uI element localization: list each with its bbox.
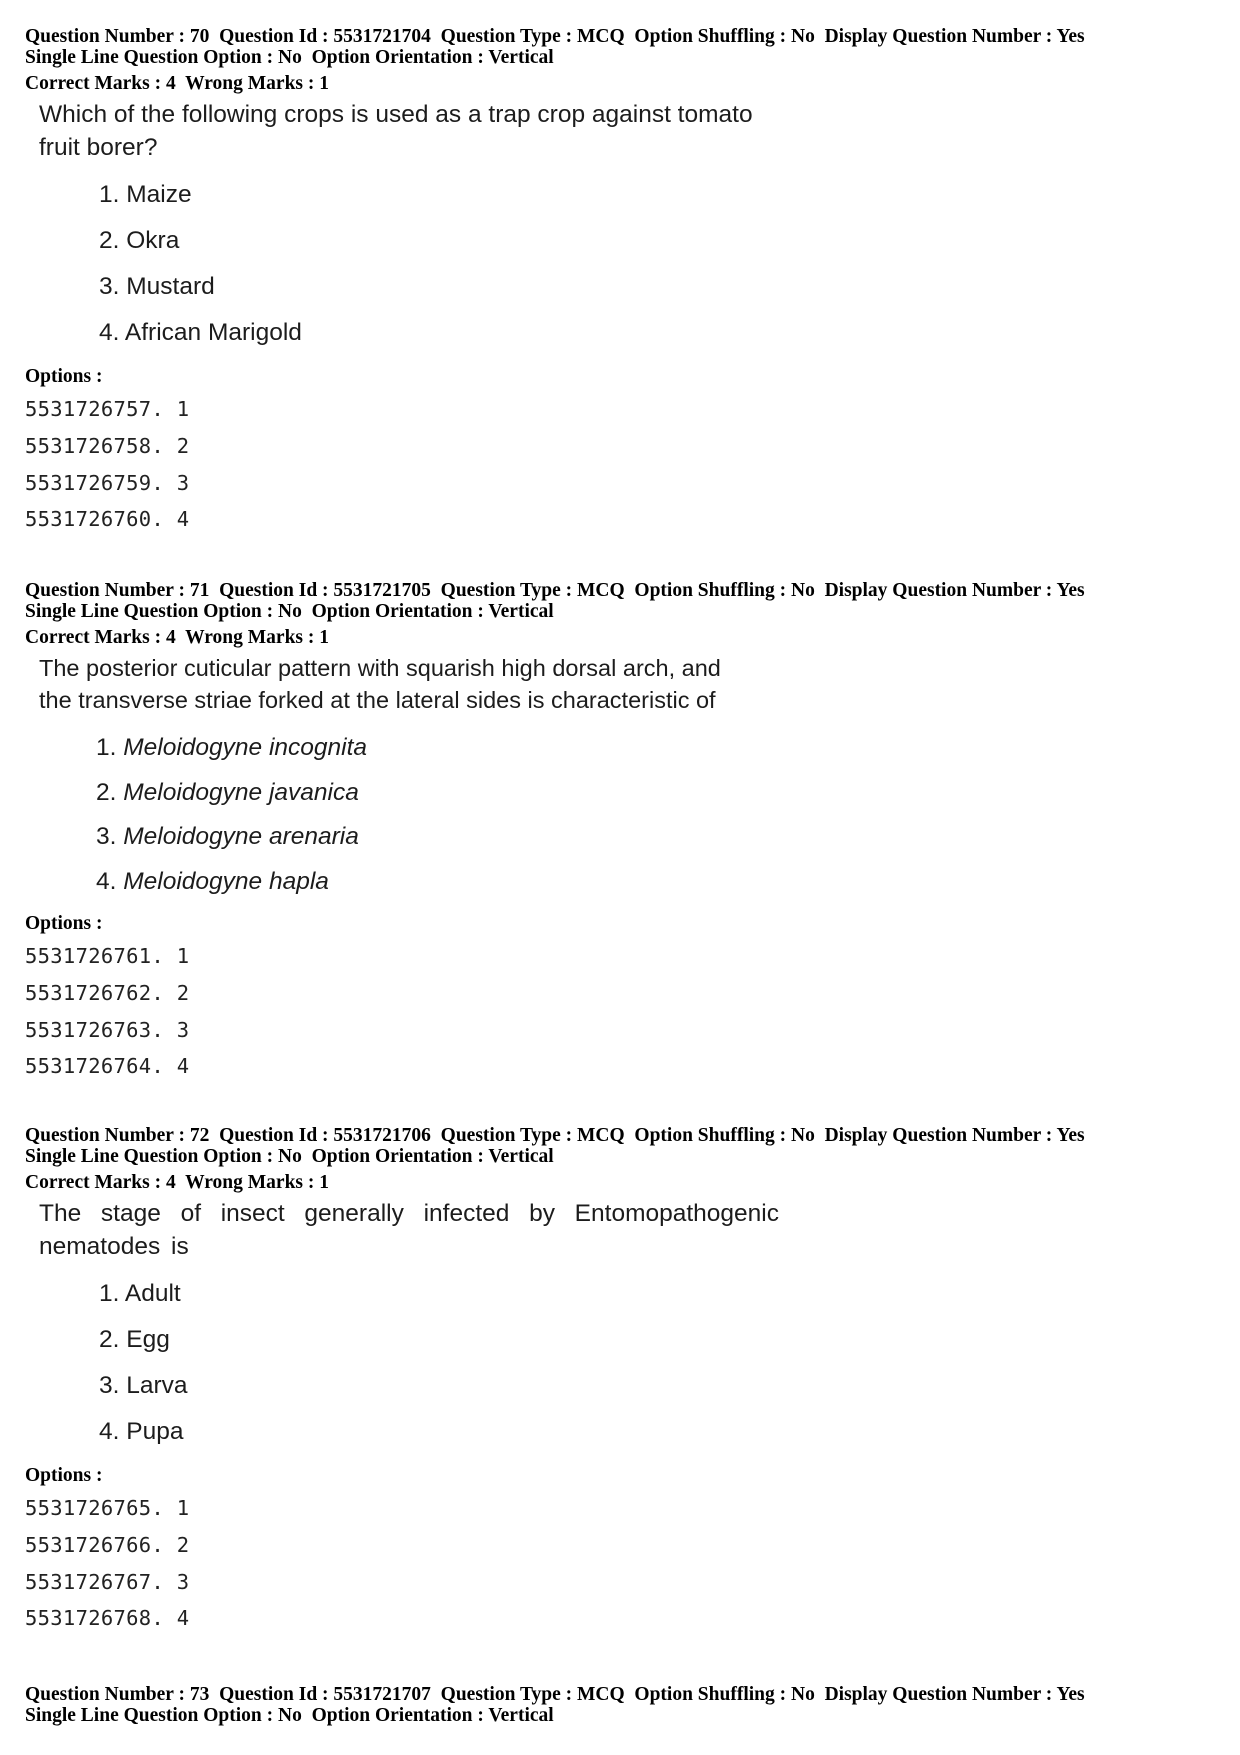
question-content bbox=[39, 652, 1225, 904]
question-marks: Correct Marks : 4 Wrong Marks : 1 bbox=[25, 73, 330, 94]
choice-item: 4. Pupa bbox=[99, 1418, 184, 1445]
question-marks: Correct Marks : 4 Wrong Marks : 1 bbox=[25, 627, 330, 648]
choice-number: 2. bbox=[96, 778, 117, 806]
choice-item: 1. Maize bbox=[99, 181, 192, 208]
question-content bbox=[39, 98, 1225, 356]
option-id-list bbox=[25, 938, 1225, 1085]
question-content bbox=[39, 1197, 1225, 1455]
option-id: 5531726758. 2 bbox=[25, 433, 190, 458]
choice-list bbox=[39, 172, 1225, 356]
option-id: 5531726760. 4 bbox=[25, 507, 190, 532]
choice-item: 3. Mustard bbox=[99, 273, 215, 300]
option-id: 5531726757. 1 bbox=[25, 397, 190, 421]
choice-number: 4. bbox=[96, 867, 117, 895]
option-id: 5531726762. 2 bbox=[25, 980, 190, 1005]
option-id: 5531726766. 2 bbox=[25, 1532, 190, 1557]
question-text-line: fruit borer? bbox=[39, 134, 158, 161]
choice-item bbox=[96, 860, 1225, 905]
question-config: Single Line Question Option : No Option Orientation : Vertical bbox=[25, 47, 554, 68]
question-config: Single Line Question Option : No Option Orientation : Vertical bbox=[25, 1146, 554, 1167]
choice-item: 1. Adult bbox=[99, 1280, 181, 1307]
options-label: Options : bbox=[25, 913, 103, 934]
choice-list bbox=[39, 726, 1225, 904]
choice-item: 2. Egg bbox=[99, 1326, 170, 1353]
question-text-line: The posterior cuticular pattern with squarish high dorsal arch, and bbox=[39, 655, 721, 681]
choice-number: 1. bbox=[96, 734, 117, 761]
option-id: 5531726767. 3 bbox=[25, 1569, 190, 1594]
question-header: Question Number : 71 Question Id : 5531721705 Question Type : MCQ Option Shuffling : No Display Question Number : Yes bbox=[25, 580, 1085, 601]
choice-list bbox=[39, 1271, 1225, 1455]
choice-species: Meloidogyne arenaria bbox=[123, 823, 359, 850]
choice-item: 4. African Marigold bbox=[99, 319, 302, 346]
question-header: Question Number : 72 Question Id : 5531721706 Question Type : MCQ Option Shuffling : No Display Question Number : Yes bbox=[25, 1125, 1085, 1146]
option-id-list bbox=[25, 1490, 1225, 1637]
question-config: Single Line Question Option : No Option Orientation : Vertical bbox=[25, 1705, 554, 1726]
option-id: 5531726765. 1 bbox=[25, 1496, 190, 1520]
option-id: 5531726768. 4 bbox=[25, 1606, 190, 1631]
question-text-line: the transverse striae forked at the lateral sides is characteristic of bbox=[39, 687, 716, 713]
choice-number: 3. bbox=[96, 823, 117, 850]
choice-species: Meloidogyne javanica bbox=[123, 778, 359, 806]
question-text-line: The stage of insect generally infected by Entomopathogenic bbox=[39, 1200, 779, 1227]
option-id: 5531726761. 1 bbox=[25, 944, 190, 968]
choice-item bbox=[96, 815, 1225, 860]
question-text-line: nematodes is bbox=[39, 1233, 189, 1260]
choice-item bbox=[96, 771, 1225, 816]
question-block-71 bbox=[25, 580, 1225, 1085]
option-id: 5531726764. 4 bbox=[25, 1054, 190, 1079]
choice-species: Meloidogyne hapla bbox=[123, 867, 329, 895]
question-text bbox=[39, 652, 779, 716]
question-block-70 bbox=[25, 26, 1225, 538]
question-header: Question Number : 73 Question Id : 5531721707 Question Type : MCQ Option Shuffling : No Display Question Number : Yes bbox=[25, 1684, 1085, 1705]
question-block-72 bbox=[25, 1125, 1225, 1637]
choice-species: Meloidogyne incognita bbox=[123, 734, 368, 761]
option-id-list bbox=[25, 391, 1225, 538]
options-label: Options : bbox=[25, 366, 103, 387]
choice-item: 3. Larva bbox=[99, 1372, 188, 1399]
question-header: Question Number : 70 Question Id : 5531721704 Question Type : MCQ Option Shuffling : No Display Question Number : Yes bbox=[25, 26, 1085, 47]
question-text-line: Which of the following crops is used as a trap crop against tomato bbox=[39, 101, 753, 128]
option-id: 5531726763. 3 bbox=[25, 1017, 190, 1042]
question-text bbox=[39, 98, 779, 164]
question-text bbox=[39, 1197, 779, 1263]
option-id: 5531726759. 3 bbox=[25, 470, 190, 495]
question-block-73 bbox=[25, 1684, 1225, 1726]
choice-item: 2. Okra bbox=[99, 227, 180, 254]
question-marks: Correct Marks : 4 Wrong Marks : 1 bbox=[25, 1172, 330, 1193]
question-config: Single Line Question Option : No Option Orientation : Vertical bbox=[25, 601, 554, 622]
options-label: Options : bbox=[25, 1465, 103, 1486]
choice-item bbox=[96, 726, 1225, 771]
